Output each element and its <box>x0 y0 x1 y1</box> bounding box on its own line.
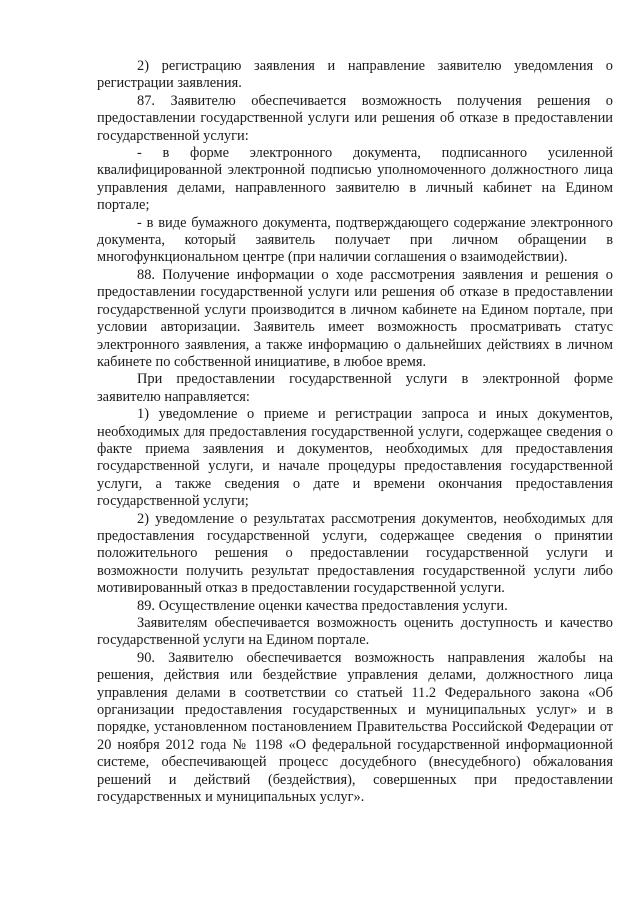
list-item-notification-1: 1) уведомление о приеме и регистрации запроса и иных документов, необходимых для предоставления государственной услуги, содержащее сведения о факте приема заявления и документов, необходимых для предоставления государственной услуги, и начале процедуры предоставления государственной услуги, а также сведения о дате и времени окончания предоставления государственной услуги; <box>97 406 613 510</box>
paragraph-87: 87. Заявителю обеспечивается возможность получения решения о предоставлении государственной услуги или решения об отказе в предоставлении государственной услуги: <box>97 92 613 144</box>
list-item-notification-2: 2) уведомление о результатах рассмотрения документов, необходимых для предоставления государственной услуги, содержащее сведения о принятии положительного решения о предоставлении государственной услуги и возможности получить результат предоставления государственной услуги либо мотивированный отказ в предоставлении государственной услуги. <box>97 510 613 597</box>
paragraph-90: 90. Заявителю обеспечивается возможность направления жалобы на решения, действия или бездействие управления делами, должностного лица управления делами в соответствии со статьей 11.2 Федерального закона «Об организации предоставления государственных и муниципальных услуг» и в порядке, установленном постановлением Правительства Российской Федерации от 20 ноября 2012 года № 1198 «О федеральной государственной информационной системе, обеспечивающей процесс досудебного (внесудебного) обжалования решений и действий (бездействия), совершенных при предоставлении государственных и муниципальных услуг». <box>97 649 613 806</box>
list-item-paper-document: - в виде бумажного документа, подтверждающего содержание электронного документа, который заявитель получает при личном обращении в многофункциональном центре (при наличии соглашения о взаимодействии). <box>97 214 613 266</box>
document-body <box>97 58 613 806</box>
list-item-electronic-document: - в форме электронного документа, подписанного усиленной квалифицированной электронной подписью уполномоченного должностного лица управления делами, направленного заявителю в личный кабинет на Едином портале; <box>97 145 613 214</box>
paragraph-quality-assessment: Заявителям обеспечивается возможность оценить доступность и качество государственной услуги на Едином портале. <box>97 615 613 649</box>
paragraph-88: 88. Получение информации о ходе рассмотрения заявления и решения о предоставлении государственной услуги или решения об отказе в предоставлении государственной услуги производится в личном кабинете на Едином портале, при условии авторизации. Заявитель имеет возможность просматривать статус электронного заявления, а также информацию о дальнейших действиях в личном кабинете по собственной инициативе, в любое время. <box>97 266 613 370</box>
paragraph-electronic-form: При предоставлении государственной услуги в электронной форме заявителю направляется: <box>97 371 613 405</box>
paragraph-registration: 2) регистрацию заявления и направление заявителю уведомления о регистрации заявления. <box>97 58 613 92</box>
paragraph-89: 89. Осуществление оценки качества предоставления услуги. <box>137 597 508 614</box>
